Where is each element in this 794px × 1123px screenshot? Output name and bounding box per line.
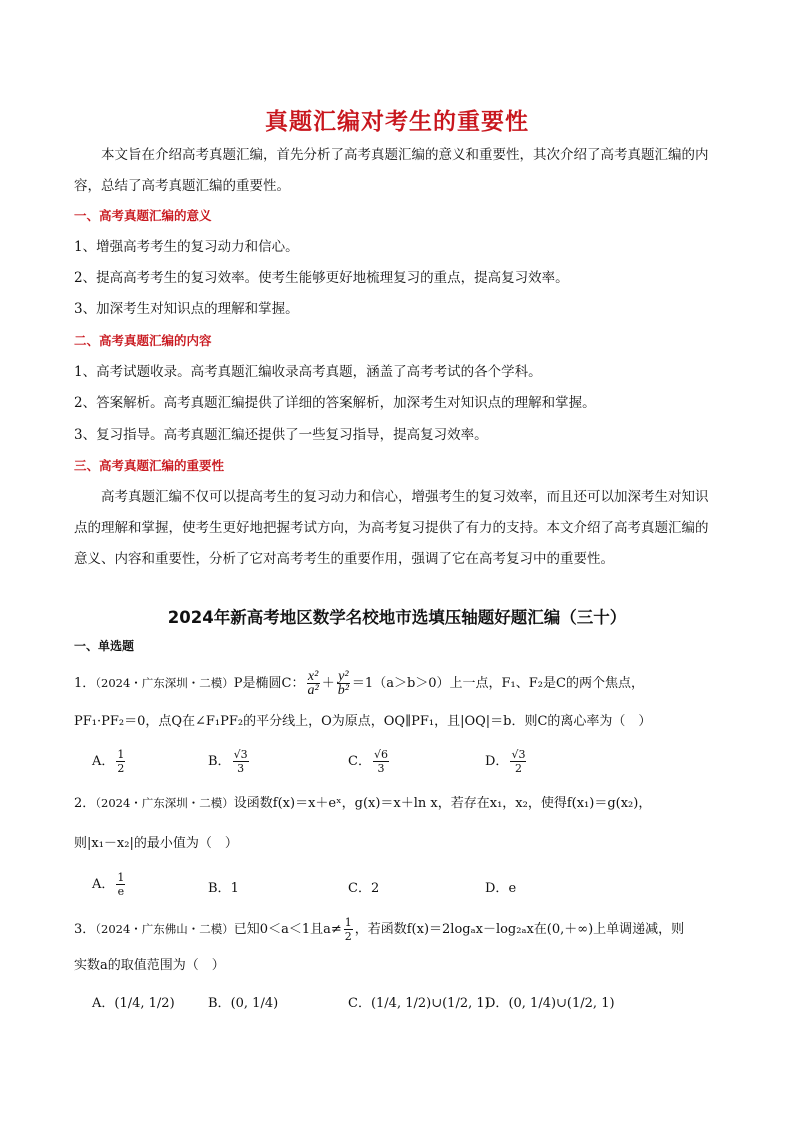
question-source: （2024・广东深圳・二模）	[95, 796, 234, 810]
section-heading-1: 一、高考真题汇编的意义	[74, 208, 212, 223]
question-1-line-1: 1．（2024・广东深圳・二模）P是椭圆C： $\frac{\text{x²}}{\text{a²}}$ ＋ $\frac{\text{y²}}{\text{b²}}$ ＝1（a＞b＞0）上一点，F₁、F₂是C的两个焦点，	[74, 669, 644, 698]
list-item: 2、答案解析。高考真题汇编提供了详细的答案解析，加深考生对知识点的理解和掌握。	[74, 395, 596, 411]
option-fraction: $\frac{√3}{3}$	[233, 748, 248, 775]
question-text: 已知0＜a＜1且a≠	[233, 922, 342, 937]
list-item: 2、提高高考考生的复习效率。使考生能够更好地梳理复习的重点，提高复习效率。	[74, 270, 569, 286]
list-item: 1、高考试题收录。高考真题汇编收录高考真题，涵盖了高考考试的各个学科。	[74, 364, 542, 380]
section-heading-2: 二、高考真题汇编的内容	[74, 333, 212, 348]
intro-paragraph: 本文旨在介绍高考真题汇编，首先分析了高考真题汇编的意义和重要性，其次介绍了高考真题汇编的内容，总结了高考真题汇编的重要性。	[74, 147, 709, 194]
question-number: 2．	[74, 796, 96, 811]
section-heading-3: 三、高考真题汇编的重要性	[74, 458, 225, 473]
list-item: 1、增强高考考生的复习动力和信心。	[74, 239, 299, 255]
option-fraction: $\frac{√6}{3}$	[373, 748, 388, 775]
list-item: 3、加深考生对知识点的理解和掌握。	[74, 301, 299, 317]
fraction-one-half: $\frac{1}{2}$	[344, 916, 352, 943]
option-b: B．1	[208, 881, 239, 896]
list-item: 3、复习指导。高考真题汇编还提供了一些复习指导，提高复习效率。	[74, 427, 488, 443]
option-d: D．(0, 1/4)∪(1/2, 1)	[485, 996, 615, 1011]
question-3-line-2: 实数a的取值范围为（ ）	[74, 958, 225, 973]
option-a: A．(1/4, 1/2)	[92, 996, 175, 1011]
question-2-line-2: 则|x₁－x₂|的最小值为（ ）	[74, 836, 238, 851]
option-fraction: $\frac{1}{e}$	[117, 871, 125, 898]
question-text: 设函数f(x)＝x＋eˣ，g(x)＝x＋ln x，若存在x₁，x₂，使得f(x₁)＝g(x₂)，	[233, 796, 652, 811]
option-a: A． $\frac{1}{e}$	[92, 871, 125, 898]
option-b: B．(0, 1/4)	[208, 996, 279, 1011]
fraction-x2-a2: $\frac{\text{x²}}{\text{a²}}$	[307, 669, 319, 698]
question-number: 3．	[74, 922, 96, 937]
question-3-line-1	[74, 916, 684, 943]
exam-title: 2024年新高考地区数学名校地市选填压轴题好题汇编（三十）	[167, 608, 627, 627]
option-fraction: $\frac{√3}{2}$	[511, 748, 526, 775]
option-fraction: $\frac{1}{2}$	[117, 748, 125, 775]
question-source: （2024・广东深圳・二模）	[95, 676, 234, 690]
page-title: 真题汇编对考生的重要性	[265, 109, 529, 135]
option-c: C．(1/4, 1/2)∪(1/2, 1)	[348, 996, 490, 1011]
option-c: C．2	[348, 881, 380, 896]
option-a: A． $\frac{1}{2}$	[92, 748, 125, 775]
question-number: 1．	[74, 676, 96, 691]
section-single-choice: 一、单选题	[74, 639, 135, 653]
option-c: C． $\frac{√6}{3}$	[348, 748, 388, 775]
question-source: （2024・广东佛山・二模）	[95, 922, 234, 936]
option-b: B． $\frac{√3}{3}$	[208, 748, 248, 775]
question-text-tail: ，若函数f(x)＝2logₐx－log₂ₐx在(0,＋∞)上单调递减，则	[354, 922, 685, 937]
fraction-y2-b2: $\frac{\text{y²}}{\text{b²}}$	[337, 669, 349, 698]
conclusion-paragraph: 高考真题汇编不仅可以提高考生的复习动力和信心，增强考生的复习效率，而且还可以加深考生对知识点的理解和掌握，使考生更好地把握考试方向，为高考复习提供了有力的支持。本文介绍了高考真题汇编的意义、内容和重要性，分析了它对高考考生的重要作用，强调了它在高考复习中的重要性。	[74, 489, 709, 567]
option-d: D．e	[485, 881, 517, 896]
question-text-tail: ＝1（a＞b＞0）上一点，F₁、F₂是C的两个焦点，	[351, 676, 644, 691]
question-2-line-1	[74, 793, 651, 814]
option-d: D． $\frac{√3}{2}$	[485, 748, 526, 775]
question-1-line-2: PF₁·PF₂＝0，点Q在∠F₁PF₂的平分线上，O为原点，OQ∥PF₁，且|OQ|＝b．则C的离心率为（ ）	[74, 714, 652, 729]
question-text: P是椭圆C：	[233, 676, 305, 691]
